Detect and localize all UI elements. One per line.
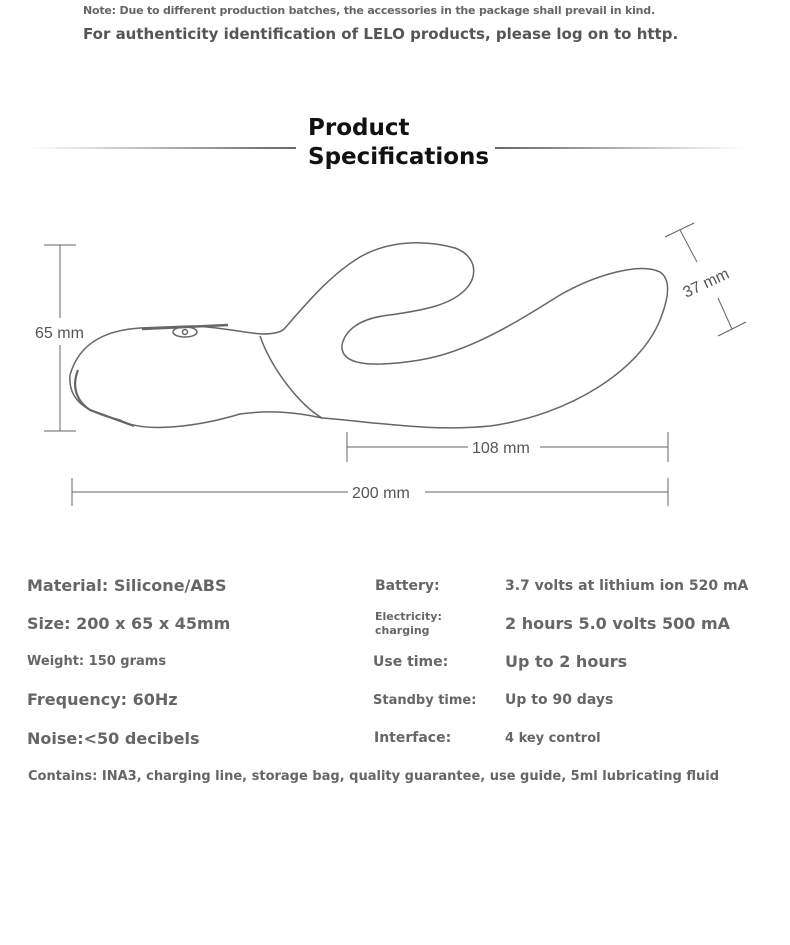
spec-battery-value: 3.7 volts at lithium ion 520 mA	[505, 578, 749, 594]
spec-charging-value: 2 hours 5.0 volts 500 mA	[505, 614, 731, 633]
package-contents: Contains: INA3, charging line, storage bag, quality guarantee, use guide, 5ml lubricating fluid	[28, 769, 720, 784]
product-dimension-diagram	[0, 200, 790, 530]
spec-charging-label	[375, 610, 442, 638]
authenticity-note: For authenticity identification of LELO products, please log on to http.	[83, 25, 679, 43]
spec-size: Size: 200 x 65 x 45mm	[27, 614, 231, 633]
spec-use-label: Use time:	[373, 654, 449, 670]
spec-battery-label: Battery:	[375, 578, 440, 594]
spec-charging-label-line2: charging	[375, 624, 430, 637]
spec-charging-label-line1: Electricity:	[375, 610, 442, 623]
dim-length-label: 200 mm	[352, 485, 410, 502]
title-line-1: Product	[308, 115, 410, 141]
title-line-2: Specifications	[308, 144, 490, 170]
dim-shaft-label: 108 mm	[472, 440, 530, 457]
spec-material: Material: Silicone/ABS	[27, 576, 227, 595]
spec-interface-value: 4 key control	[505, 731, 601, 746]
spec-standby-label: Standby time:	[373, 693, 477, 708]
spec-noise: Noise:<50 decibels	[27, 729, 200, 748]
dim-height-label: 65 mm	[35, 325, 84, 342]
page-title	[308, 114, 508, 172]
spec-interface-label: Interface:	[374, 730, 452, 746]
production-note: Note: Due to different production batches, the accessories in the package shall prevail in kind.	[83, 4, 655, 17]
spec-use-value: Up to 2 hours	[505, 652, 628, 671]
title-rule-left	[30, 147, 296, 149]
spec-weight: Weight: 150 grams	[27, 654, 167, 669]
dimension-lines	[44, 223, 746, 506]
title-rule-right	[495, 147, 745, 149]
spec-standby-value: Up to 90 days	[505, 692, 614, 708]
spec-frequency: Frequency: 60Hz	[27, 690, 178, 709]
dim-tip-label: 37 mm	[680, 265, 733, 302]
product-outline	[70, 243, 668, 428]
